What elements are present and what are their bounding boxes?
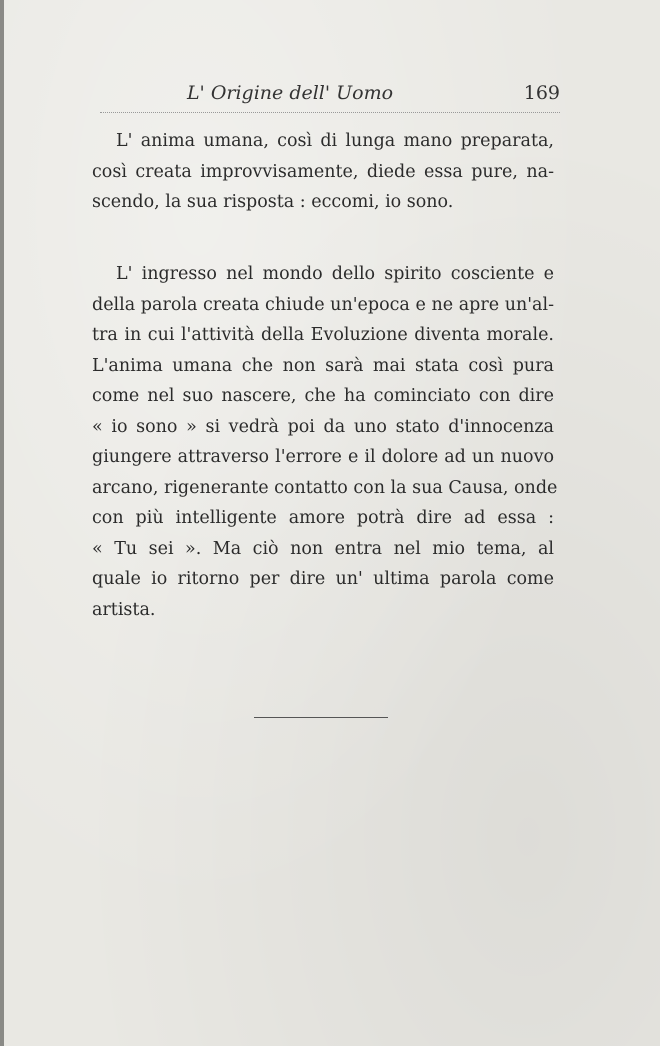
page-number: 169 [523, 82, 560, 104]
paragraph-line: arcano, rigenerante contatto con la sua Causa, onde [92, 477, 558, 498]
running-title: L' Origine dell' Uomo [186, 82, 394, 104]
paragraph-1 [92, 126, 554, 218]
paragraph-line: della parola creata chiude un'epoca e ne apre un'al- [92, 294, 554, 315]
page-edge [0, 0, 4, 1046]
paragraph-line: quale io ritorno per dire un' ultima parola come [92, 569, 554, 589]
running-head [100, 80, 560, 114]
paragraph-line: tra in cui l'attività della Evoluzione diventa morale. [92, 325, 554, 345]
paragraph-line: con più intelligente amore potrà dire ad essa : [92, 508, 554, 528]
paragraph-line: L'anima umana che non sarà mai stata così pura [92, 355, 554, 376]
paragraph-2 [92, 259, 558, 625]
paragraph-line: « Tu sei ». Ma ciò non entra nel mio tema, al [92, 538, 554, 559]
paragraph-line: giungere attraverso l'errore e il dolore ad un nuovo [92, 447, 554, 467]
paragraph-line: come nel suo nascere, che ha cominciato con dire [92, 386, 554, 406]
paragraph-line: L' anima umana, così di lunga mano preparata, [116, 131, 554, 151]
paragraph-line: L' ingresso nel mondo dello spirito cosciente e [116, 264, 554, 284]
paragraph-line: artista. [92, 599, 156, 620]
paragraph-line: « io sono » si vedrà poi da uno stato d'innocenza [92, 416, 554, 437]
paragraph-line: scendo, la sua risposta : eccomi, io sono. [92, 192, 454, 212]
header-rule [100, 112, 560, 113]
end-rule [254, 717, 388, 718]
paragraph-line: così creata improvvisamente, diede essa pure, na- [92, 161, 554, 182]
